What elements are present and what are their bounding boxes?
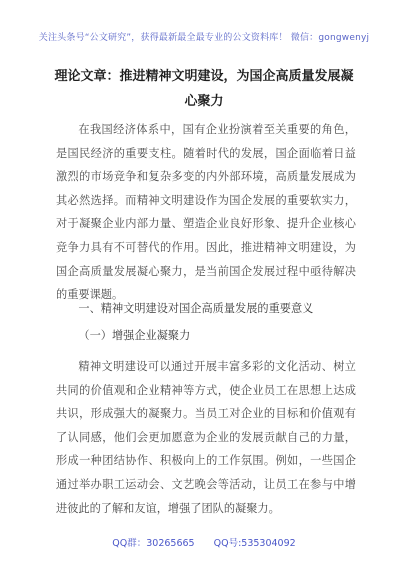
body-block-cohesion — [56, 355, 356, 520]
subsection-heading: （一）增强企业凝聚力 — [78, 329, 191, 342]
section-heading-block — [56, 300, 356, 318]
section-heading: 一、精神文明建设对国企高质量发展的重要意义 — [78, 302, 314, 315]
footer-qq-number: QQ号:535304092 — [213, 538, 296, 549]
header-promo-text: 关注头条号“公文研究”，获得最新最全最专业的公文资料库！ 微信：gongwenyj — [38, 33, 370, 43]
subsection-heading-block — [56, 327, 356, 345]
body-block-intro — [56, 118, 356, 307]
paragraph-cohesion: 精神文明建设可以通过开展丰富多彩的文化活动、树立共同的价值观和企业精神等方式，使企业员工在思想上达成共识，形成强大的凝聚力。当员工对企业的目标和价值观有了认同感，他们会更加愿意为企业的发展贡献自己的力量，形成一种团结协作、积极向上的工作氛围。例如，一些国企通过举办职工运动会、文艺晚会等活动，让员工在参与中增进彼此的了解和友谊，增强了团队的凝聚力。 — [56, 360, 356, 515]
document-title: 理论文章：推进精神文明建设，为国企高质量发展凝心聚力 — [54, 69, 354, 109]
footer-contact — [0, 535, 408, 549]
paragraph-intro: 在我国经济体系中，国有企业扮演着至关重要的角色，是国民经济的重要支柱。随着时代的发展，国企面临着日益激烈的市场竞争和复杂多变的内外部环境，高质量发展成为其必然选择。而精神文明建设作为国企发展的重要软实力，对于凝聚企业内部力量、塑造企业良好形象、提升企业核心竞争力具有不可替代的作用。因此，推进精神文明建设，为国企高质量发展凝心聚力，是当前国企发展过程中亟待解决的重要课题。 — [56, 123, 356, 302]
footer-qq-group: QQ群：30265665 — [112, 538, 195, 549]
